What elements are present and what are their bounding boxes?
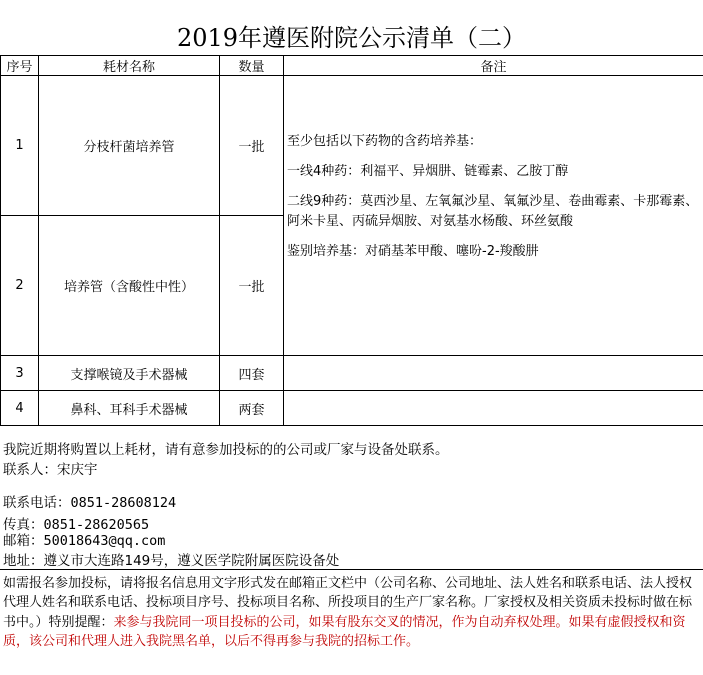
page-title: 2019年遵医附院公示清单（二） xyxy=(176,24,527,52)
row-qty: 两套 xyxy=(220,391,284,426)
row-name: 支撑喉镜及手术器械 xyxy=(39,356,220,391)
address-line: 地址：遵义市大连路149号，遵义医学院附属医院设备处 xyxy=(3,553,340,569)
fax-value: 0851-28620565 xyxy=(43,517,150,533)
remark-line: 二线9种药：莫西沙星、左氧氟沙星、氧氟沙星、卷曲霉素、卡那霉素、阿米卡星、丙硫异烟胺、对氨基水杨酸、环丝氨酸 xyxy=(287,194,699,229)
intro-text: 我院近期将购置以上耗材，请有意参加投标的的公司或厂家与设备处联系。 xyxy=(3,442,449,458)
row-name: 分枝杆菌培养管 xyxy=(39,76,220,216)
row-qty: 四套 xyxy=(220,356,284,391)
row-no: 4 xyxy=(1,391,39,426)
contact-person: 联系人：宋庆宇 xyxy=(3,462,98,478)
phone-label: 联系电话： xyxy=(3,495,71,511)
divider xyxy=(0,569,703,570)
email-label: 邮箱： xyxy=(3,533,44,549)
fax-label: 传真： xyxy=(3,517,44,533)
header-no: 序号 xyxy=(1,56,39,76)
procurement-table xyxy=(0,55,703,426)
header-qty: 数量 xyxy=(220,56,284,76)
remark-line: 一线4种药：利福平、异烟肼、链霉素、乙胺丁醇 xyxy=(287,164,569,179)
row-no: 3 xyxy=(1,356,39,391)
notice-text: 如需报名参加投标，请将报名信息用文字形式发在邮箱正文栏中（公司名称、公司地址、法人姓名和联系电话、法人授权代理人姓名和联系电话、投标项目序号、投标项目名称、所投项目的生产厂家名称。厂家授权及相关资质未投标时做在标书中。）特别提醒： xyxy=(3,576,693,630)
row-name: 鼻科、耳科手术器械 xyxy=(39,391,220,426)
email-line xyxy=(3,529,165,549)
header-name: 耗材名称 xyxy=(39,56,220,76)
table-row xyxy=(1,356,703,391)
table-header-row xyxy=(1,56,703,76)
table-row xyxy=(1,76,703,216)
bidding-notice xyxy=(3,574,699,651)
row-name: 培养管（含酸性中性） xyxy=(39,216,220,356)
phone-line xyxy=(3,491,176,511)
table-row xyxy=(1,391,703,426)
phone-value: 0851-28608124 xyxy=(70,495,177,511)
row-no: 1 xyxy=(1,76,39,216)
row-qty: 一批 xyxy=(220,216,284,356)
row-qty: 一批 xyxy=(220,76,284,216)
row-no: 2 xyxy=(1,216,39,356)
header-remark: 备注 xyxy=(284,56,703,76)
notice-warning: 来参与我院同一项目投标的公司，如果有股东交叉的情况，作为自动弃权处理。如果有虚假授权和资质，该公司和代理人进入我院黑名单，以后不得再参与我院的招标工作。 xyxy=(3,614,686,649)
email-value[interactable]: 50018643@qq.com xyxy=(43,533,166,549)
row-remark-empty xyxy=(284,391,703,426)
remark-line: 鉴别培养基：对硝基苯甲酸、噻吩-2-羧酸肼 xyxy=(287,244,539,259)
remark-line: 至少包括以下药物的含药培养基： xyxy=(287,134,483,149)
row-remark-empty xyxy=(284,356,703,391)
remark-cell xyxy=(284,76,703,356)
